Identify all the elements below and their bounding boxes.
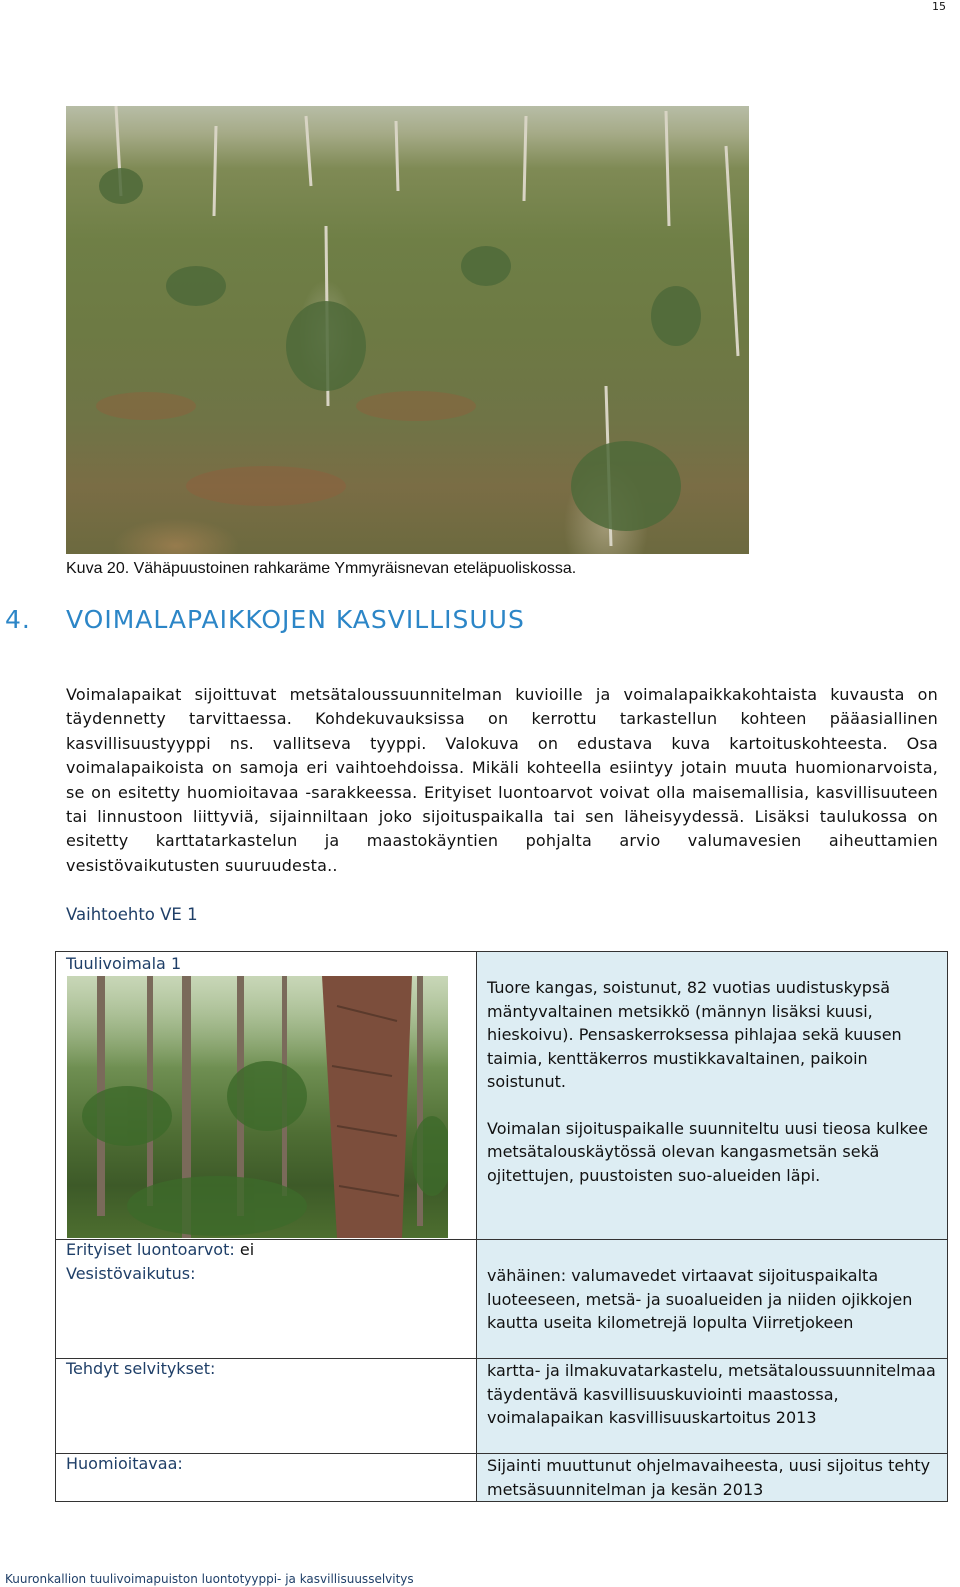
road-description: Voimalan sijoituspaikalle suunniteltu uusi tieosa kulkee metsätalouskäytössä olevan kangasmetsän sekä ojitettujen, puustoisten suo-alueiden läpi. xyxy=(487,1118,928,1185)
special-values-cell xyxy=(56,1240,477,1265)
table-row xyxy=(56,1264,948,1359)
special-values-label: Erityiset luontoarvot: xyxy=(66,1240,235,1259)
section-number: 4. xyxy=(5,605,31,634)
notes-value: Sijainti muuttunut ohjelmavaiheesta, uusi sijoitus tehty metsäsuunnitelman ja kesän 2013 xyxy=(477,1454,948,1502)
photo-cell xyxy=(56,952,477,1240)
turbine-site-table xyxy=(55,951,948,1502)
notes-label: Huomioitavaa: xyxy=(66,1454,183,1473)
forest-photo xyxy=(67,976,448,1238)
surveys-label-cell xyxy=(56,1359,477,1454)
special-values-value: ei xyxy=(239,1240,255,1259)
water-impact-label: Vesistövaikutus: xyxy=(66,1264,196,1283)
water-impact-value: vähäinen: valumavedet virtaavat sijoituspaikalta luoteeseen, metsä- ja suoalueiden ja niiden ojikkojen kautta useita kilometrejä lopulta Viirretjokeen xyxy=(477,1264,948,1359)
site-description: Tuore kangas, soistunut, 82 vuotias uudistuskypsä mäntyvaltainen metsikkö (männyn lisäksi kuusi, hieskoivu). Pensaskerroksessa pihlajaa sekä kuusen taimia, kenttäkerros mustikkavaltainen, paikoin soistunut. xyxy=(487,978,902,1091)
alternative-heading: Vaihtoehto VE 1 xyxy=(66,905,198,924)
bog-photo xyxy=(66,106,749,554)
description-cell xyxy=(477,952,948,1240)
turbine-title: Tuulivoimala 1 xyxy=(66,954,182,973)
table-row xyxy=(56,1240,948,1265)
surveys-label: Tehdyt selvitykset: xyxy=(66,1359,216,1378)
surveys-value: kartta- ja ilmakuvatarkastelu, metsätaloussuunnitelmaa täydentävä kasvillisuuskuviointi maastossa, voimalapaikan kasvillisuuskartoitus 2013 xyxy=(477,1359,948,1454)
table-row xyxy=(56,1454,948,1502)
water-label-cell xyxy=(56,1264,477,1359)
table-row xyxy=(56,1359,948,1454)
page-footer: Kuuronkallion tuulivoimapuiston luontotyyppi- ja kasvillisuusselvitys xyxy=(5,1572,414,1586)
table-row xyxy=(56,952,948,1240)
figure-caption: Kuva 20. Vähäpuustoinen rahkaräme Ymmyräisnevan eteläpuoliskossa. xyxy=(66,560,577,577)
page-number: 15 xyxy=(932,0,946,13)
special-values-empty xyxy=(477,1240,948,1265)
section-title: VOIMALAPAIKKOJEN KASVILLISUUS xyxy=(66,605,525,634)
intro-paragraph: Voimalapaikat sijoittuvat metsätaloussuunnitelman kuvioille ja voimalapaikkakohtaista kuvausta on täydennetty tarvittaessa. Kohdekuvauksissa on kerrottu tarkastellun kohteen pääasiallinen kasvillisuustyyppi ns. vallitseva tyyppi. Valokuva on edustava kuva kartoituskohteesta. Osa voimalapaikoista on samoja eri vaihtoehdoissa. Mikäli kohteella esiintyy jotain muuta huomionarvoista, se on esitetty huomioitavaa -sarakkeessa. Erityiset luontoarvot voivat olla maisemallisia, kasvillisuuteen tai linnustoon liittyviä, sijainniltaan joko sijoituspaikalla tai sen läheisyydessä. Lisäksi taulukossa on esitetty karttatarkastelun ja maastokäyntien pohjalta arvio valumavesien aiheuttamien vesistövaikutusten suuruudesta.. xyxy=(66,685,938,875)
notes-label-cell xyxy=(56,1454,477,1502)
